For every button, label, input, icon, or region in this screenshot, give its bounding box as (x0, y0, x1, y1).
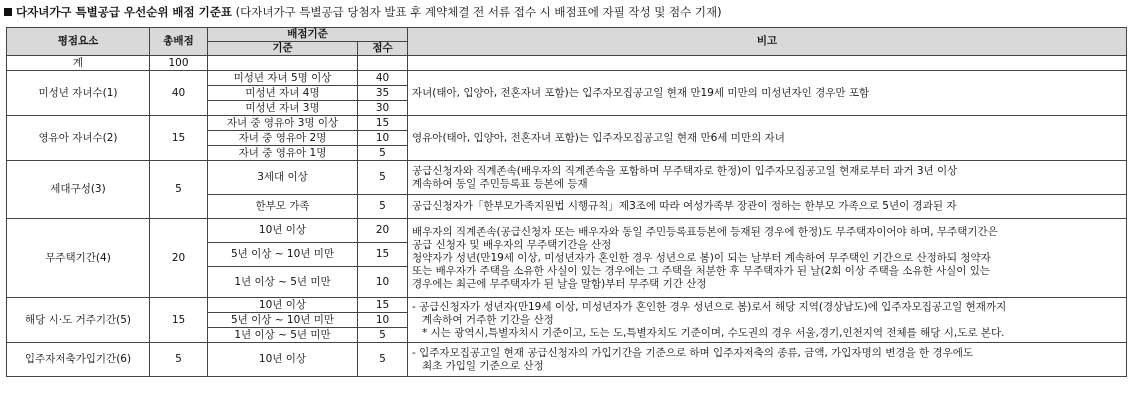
header-total: 총배점 (150, 28, 208, 56)
note-cell: 공급신청자가「한부모가족지원법 시행규칙」제3조에 따라 여성가족부 장관이 정하는 한부모 가족으로 5년이 경과된 자 (408, 195, 1127, 219)
score-cell: 5 (358, 161, 408, 195)
criteria-cell: 10년 이상 (208, 298, 358, 313)
total-score: 5 (150, 161, 208, 219)
total-score: 40 (150, 71, 208, 116)
total-score: 20 (150, 219, 208, 298)
note-line: - 공급신청자가 성년자(만19세 이상, 미성년자가 혼인한 경우 성년으로 봄)로서 해당 지역(경상남도)에 입주자모집공고일 현재까지 (412, 300, 1007, 313)
criteria-cell: 1년 이상 ~ 5년 미만 (208, 328, 358, 343)
score-cell: 20 (358, 219, 408, 243)
header-criteria: 기준 (208, 42, 358, 56)
element-infant-children: 영유아 자녀수(2) (7, 116, 150, 161)
total-score: 5 (150, 343, 208, 377)
table-row (7, 219, 1127, 243)
table-title-bold: 다자녀가구 특별공급 우선순위 배점 기준표 (16, 5, 232, 19)
score-cell: 30 (358, 101, 408, 116)
sum-total: 100 (150, 56, 208, 71)
score-cell: 35 (358, 86, 408, 101)
score-cell: 10 (358, 313, 408, 328)
score-cell: 15 (358, 298, 408, 313)
note-cell (408, 298, 1127, 343)
score-cell: 10 (358, 267, 408, 298)
table-title-note: (다자녀가구 특별공급 당첨자 발표 후 계약체결 전 서류 접수 시 배점표에 자필 작성 및 점수 기재) (231, 5, 722, 19)
note-line: 청약자가 성년(만19세 이상, 미성년자가 혼인한 경우 성년으로 봄)이 되는 날부터 계속하여 무주택인 기간으로 산정하되 청약자 (412, 251, 991, 264)
element-household: 세대구성(3) (7, 161, 150, 219)
note-line: 계속하여 거주한 기간을 산정 (422, 313, 554, 326)
element-homeless-period: 무주택기간(4) (7, 219, 150, 298)
empty-cell (358, 56, 408, 71)
note-cell (408, 219, 1127, 298)
criteria-cell: 자녀 중 영유아 1명 (208, 146, 358, 161)
criteria-cell: 10년 이상 (208, 219, 358, 243)
criteria-cell: 10년 이상 (208, 343, 358, 377)
total-score: 15 (150, 298, 208, 343)
criteria-cell: 5년 이상 ~ 10년 미만 (208, 313, 358, 328)
note-cell (408, 161, 1127, 195)
criteria-cell: 미성년 자녀 3명 (208, 101, 358, 116)
header-criteria-group: 배점기준 (208, 28, 408, 42)
criteria-cell: 1년 이상 ~ 5년 미만 (208, 267, 358, 298)
table-title (4, 4, 722, 20)
criteria-cell: 한부모 가족 (208, 195, 358, 219)
note-cell: 자녀(태아, 입양아, 전혼자녀 포함)는 입주자모집공고일 현재 만19세 미만의 미성년자인 경우만 포함 (408, 71, 1127, 116)
criteria-cell: 자녀 중 영유아 2명 (208, 131, 358, 146)
score-cell: 10 (358, 131, 408, 146)
note-line: - 입주자모집공고일 현재 공급신청자의 가입기간을 기준으로 하며 입주자저축의 종류, 금액, 가입자명의 변경을 한 경우에도 (412, 346, 974, 359)
empty-cell (208, 56, 358, 71)
table-row (7, 116, 1127, 131)
header-element: 평점요소 (7, 28, 150, 56)
score-cell: 5 (358, 328, 408, 343)
note-cell: 영유아(태아, 입양아, 전혼자녀 포함)는 입주자모집공고일 현재 만6세 미만의 자녀 (408, 116, 1127, 161)
total-score: 15 (150, 116, 208, 161)
header-score: 점수 (358, 42, 408, 56)
note-line: 최초 가입일 기준으로 산정 (422, 359, 544, 372)
note-cell (408, 343, 1127, 377)
element-minor-children: 미성년 자녀수(1) (7, 71, 150, 116)
score-cell: 5 (358, 195, 408, 219)
note-line: 공급신청자와 직계존속(배우자의 직계존속을 포함하며 무주택자로 한정)이 입주자모집공고일 현재로부터 과거 3년 이상 (412, 164, 958, 177)
table-row (7, 343, 1127, 377)
criteria-cell: 3세대 이상 (208, 161, 358, 195)
note-line: 계속하여 동일 주민등록표 등본에 등재 (412, 177, 588, 190)
header-note: 비고 (408, 28, 1127, 56)
score-cell: 5 (358, 146, 408, 161)
score-cell: 15 (358, 243, 408, 267)
table-row (7, 298, 1127, 313)
sum-label: 계 (7, 56, 150, 71)
note-line: 경우에는 최근에 무주택자가 된 날을 말함)부터 무주택 기간 산정 (412, 277, 707, 290)
element-residence-period: 해당 시·도 거주기간(5) (7, 298, 150, 343)
sum-row (7, 56, 1127, 71)
score-cell: 5 (358, 343, 408, 377)
header-row (7, 28, 1127, 42)
score-cell: 40 (358, 71, 408, 86)
table-row (7, 161, 1127, 195)
note-line: 배우자의 직계존속(공급신청자 또는 배우자와 동일 주민등록표등본에 등재된 경우에 한정)도 무주택자이어야 하며, 무주택기간은 (412, 225, 998, 238)
criteria-cell: 5년 이상 ~ 10년 미만 (208, 243, 358, 267)
note-line: 또는 배우자가 주택을 소유한 사실이 있는 경우에는 그 주택을 처분한 후 무주택자가 된 날(2회 이상 주택을 소유한 사실이 있는 (412, 264, 991, 277)
criteria-cell: 자녀 중 영유아 3명 이상 (208, 116, 358, 131)
empty-cell (408, 56, 1127, 71)
criteria-cell: 미성년 자녀 5명 이상 (208, 71, 358, 86)
score-cell: 15 (358, 116, 408, 131)
note-line: 공급 신청자 및 배우자의 무주택기간을 산정 (412, 238, 612, 251)
priority-score-table (6, 27, 1127, 377)
table-row (7, 71, 1127, 86)
criteria-cell: 미성년 자녀 4명 (208, 86, 358, 101)
note-line: * 시는 광역시,특별자치시 기준이고, 도는 도,특별자치도 기준이며, 수도권의 경우 서울,경기,인천지역 전체를 해당 시,도로 본다. (422, 326, 1005, 339)
element-savings-period: 입주자저축가입기간(6) (7, 343, 150, 377)
square-bullet-icon (4, 8, 12, 16)
